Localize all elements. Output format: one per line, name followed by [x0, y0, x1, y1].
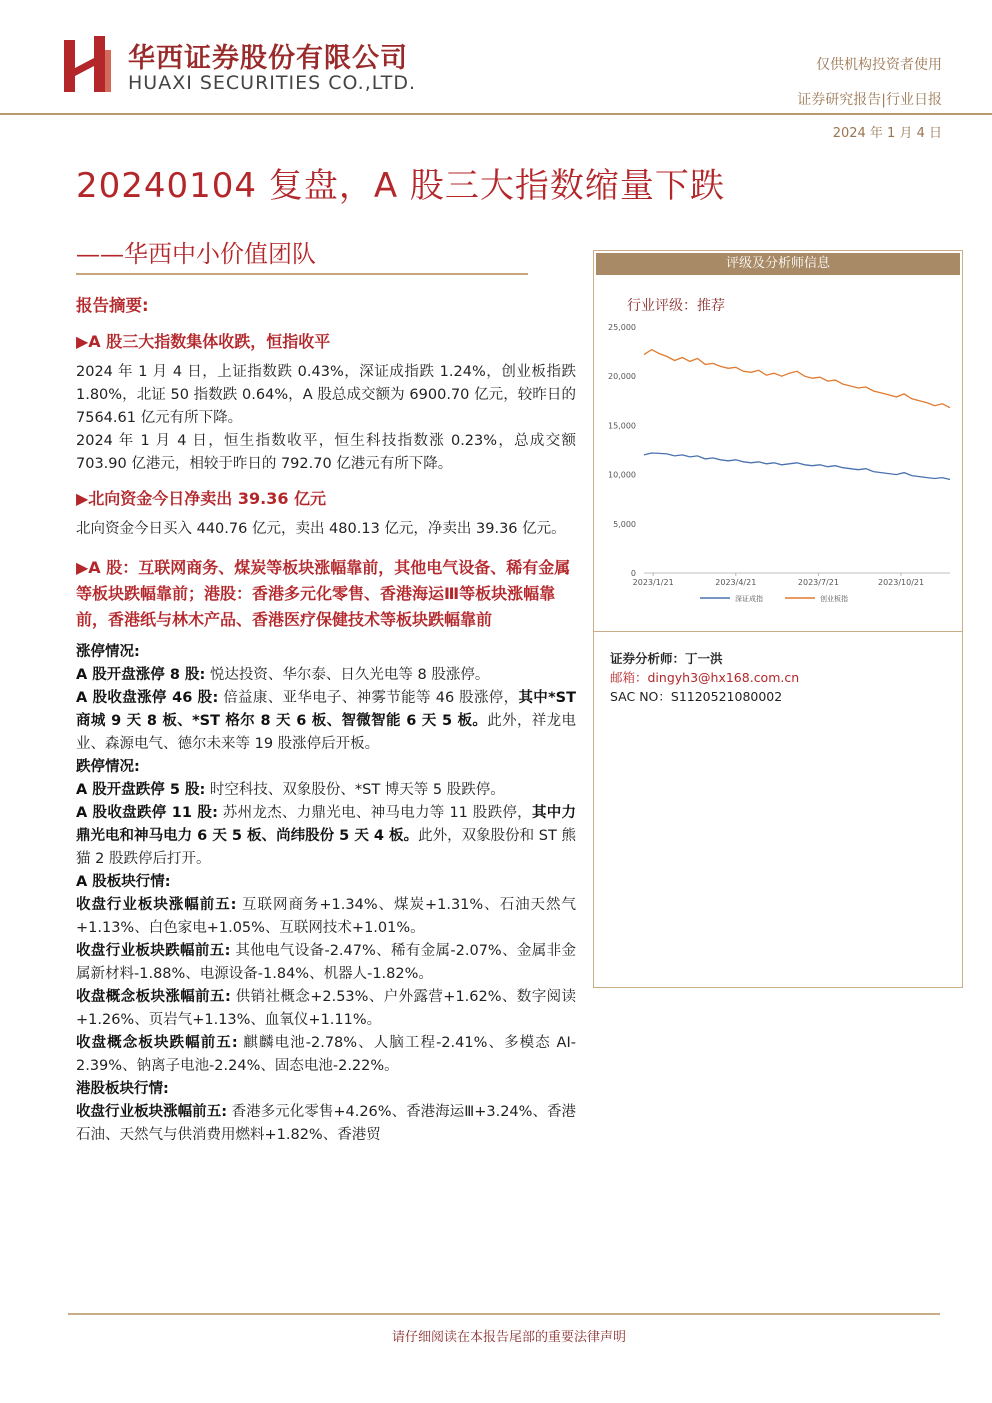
- limit-up-close-bold: 其中*ST 商城 9 天 8 板、*ST 格尔 8 天 6 板、智微智能 6 天 5 板。: [76, 690, 577, 729]
- limit-up-close: [76, 687, 576, 756]
- limit-up-close-text2: 此外，祥龙电业、森源电气、德尔未来等 19 股涨停后开板。: [76, 713, 577, 752]
- series-line-0: [644, 453, 950, 480]
- limit-up-heading: 涨停情况:: [76, 644, 140, 660]
- section-title-northbound: ▶北向资金今日净卖出 39.36 亿元: [76, 489, 327, 508]
- y-tick-label: 15,000: [608, 421, 636, 431]
- a-share-sector-heading: A 股板块行情:: [76, 874, 171, 890]
- a-concept-losers-text: 麒麟电池-2.78%、人脑工程-2.41%、多模态 AI-2.39%、钠离子电池-2.24%、固态电池-2.22%。: [76, 1035, 576, 1074]
- analyst-info: [610, 649, 799, 706]
- footer-divider: [68, 1313, 940, 1315]
- series-line-1: [644, 350, 950, 408]
- report-type-tag: 证券研究报告|行业日报: [797, 92, 942, 108]
- y-tick-label: 25,000: [608, 323, 636, 332]
- a-industry-losers-text: 其他电气设备-2.47%、稀有金属-2.07%、金属非金属新材料-1.88%、电源设备-1.84%、机器人-1.82%。: [76, 943, 576, 982]
- team-divider: [76, 273, 528, 275]
- limit-down-open-text: 时空科技、双象股份、*ST 博天等 5 股跌停。: [205, 782, 505, 798]
- hk-industry-gainers-label: 收盘行业板块涨幅前五:: [76, 1104, 228, 1120]
- box-title: 评级及分析师信息: [596, 253, 960, 275]
- company-name-cn: 华西证券股份有限公司: [128, 43, 408, 74]
- box-divider: [594, 631, 962, 632]
- limit-up-open-label: A 股开盘涨停 8 股:: [76, 667, 206, 683]
- team-name: ——华西中小价值团队: [76, 240, 316, 268]
- audience-tag: 仅供机构投资者使用: [816, 57, 942, 73]
- paragraph-hk: 2024 年 1 月 4 日，恒生指数收平，恒生科技指数涨 0.23%，总成交额 703.90 亿港元，相较于昨日的 792.70 亿港元有所下降。: [76, 433, 576, 472]
- limit-down-open-label: A 股开盘跌停 5 股:: [76, 782, 206, 798]
- legend-label: 创业板指: [820, 595, 848, 603]
- industry-rating: 行业评级：推荐: [627, 298, 725, 314]
- hk-industry-gainers: [76, 1101, 576, 1147]
- a-industry-gainers: [76, 894, 576, 940]
- index-trend-chart: [600, 317, 956, 607]
- company-name-en: HUAXI SECURITIES CO.,LTD.: [128, 72, 416, 94]
- limit-up-close-label: A 股收盘涨停 46 股:: [76, 690, 219, 706]
- a-industry-gainers-text: 互联网商务+1.34%、煤炭+1.31%、石油天然气+1.13%、白色家电+1.05%、互联网技术+1.01%。: [76, 897, 576, 936]
- limit-down-close-label: A 股收盘跌停 11 股:: [76, 805, 218, 821]
- limit-up-close-text: 倍益康、亚华电子、神雾节能等 46 股涨停，: [218, 690, 519, 706]
- x-tick-label: 2023/7/21: [797, 578, 839, 587]
- analyst-name: 证券分析师：丁一洪: [610, 651, 723, 666]
- x-tick-label: 2023/1/21: [632, 578, 674, 587]
- a-concept-losers-label: 收盘概念板块跌幅前五:: [76, 1035, 238, 1051]
- limit-down-close-text2: 此外，双象股份和 ST 熊猫 2 股跌停后打开。: [76, 828, 576, 867]
- legend-label: 深证成指: [735, 595, 763, 603]
- footer-disclaimer: 请仔细阅读在本报告尾部的重要法律声明: [391, 1330, 626, 1345]
- x-tick-label: 2023/4/21: [715, 578, 757, 587]
- company-logo: [64, 36, 116, 92]
- summary-heading: 报告摘要:: [76, 296, 149, 315]
- hk-sector-heading: 港股板块行情:: [76, 1081, 169, 1097]
- limit-down-close-text: 苏州龙杰、力鼎光电、神马电力等 11 股跌停，: [217, 805, 532, 821]
- summary-column: [76, 290, 576, 1147]
- a-concept-losers: [76, 1032, 576, 1078]
- paragraph-northbound: 北向资金今日买入 440.76 亿元，卖出 480.13 亿元，净卖出 39.36 亿元。: [76, 521, 566, 537]
- rating-analyst-box: [593, 250, 963, 988]
- a-concept-gainers-text: 供销社概念+2.53%、户外露营+1.62%、数字阅读+1.26%、页岩气+1.13%、血氧仪+1.11%。: [76, 989, 576, 1028]
- y-tick-label: 20,000: [608, 372, 636, 382]
- y-tick-label: 0: [630, 569, 636, 578]
- limit-down-open: [76, 779, 576, 802]
- hk-industry-gainers-text: 香港多元化零售+4.26%、香港海运Ⅲ+3.24%、香港石油、天然气与供消费用燃料+1.82%、香港贸: [76, 1104, 576, 1143]
- section-title-sectors: ▶A 股：互联网商务、煤炭等板块涨幅靠前，其他电气设备、稀有金属等板块跌幅靠前；港股：香港多元化零售、香港海运Ⅲ等板块涨幅靠前，香港纸与林木产品、香港医疗保健技术等板块跌幅靠前: [76, 558, 571, 629]
- a-concept-gainers: [76, 986, 576, 1032]
- a-industry-losers: [76, 940, 576, 986]
- limit-down-close: [76, 802, 576, 871]
- analyst-email: 邮箱：dingyh3@hx168.com.cn: [610, 670, 800, 685]
- limit-down-heading: 跌停情况:: [76, 759, 140, 775]
- limit-up-open-text: 悦达投资、华尔泰、日久光电等 8 股涨停。: [205, 667, 490, 683]
- a-industry-gainers-label: 收盘行业板块涨幅前五:: [76, 897, 237, 913]
- a-concept-gainers-label: 收盘概念板块涨幅前五:: [76, 989, 231, 1005]
- limit-up-open: [76, 664, 576, 687]
- section-title-market: ▶A 股三大指数集体收跌，恒指收平: [76, 332, 331, 351]
- y-tick-label: 10,000: [608, 470, 636, 480]
- paragraph-a-share: 2024 年 1 月 4 日，上证指数跌 0.43%，深证成指跌 1.24%，创业板指跌 1.80%，北证 50 指数跌 0.64%，A 股总成交额为 6900.70 亿元，较昨日的 7564.61 亿元有所下降。: [76, 364, 576, 426]
- report-date: 2024 年 1 月 4 日: [832, 126, 942, 141]
- x-tick-label: 2023/10/21: [877, 578, 925, 587]
- analyst-sac: SAC NO：S1120521080002: [610, 689, 783, 704]
- limit-down-close-bold: 其中力鼎光电和神马电力 6 天 5 板、尚纬股份 5 天 4 板。: [76, 805, 577, 844]
- y-tick-label: 5,000: [613, 519, 636, 529]
- header-divider: [0, 113, 992, 115]
- report-title: 20240104 复盘，A 股三大指数缩量下跌: [76, 166, 725, 206]
- a-industry-losers-label: 收盘行业板块跌幅前五:: [76, 943, 231, 959]
